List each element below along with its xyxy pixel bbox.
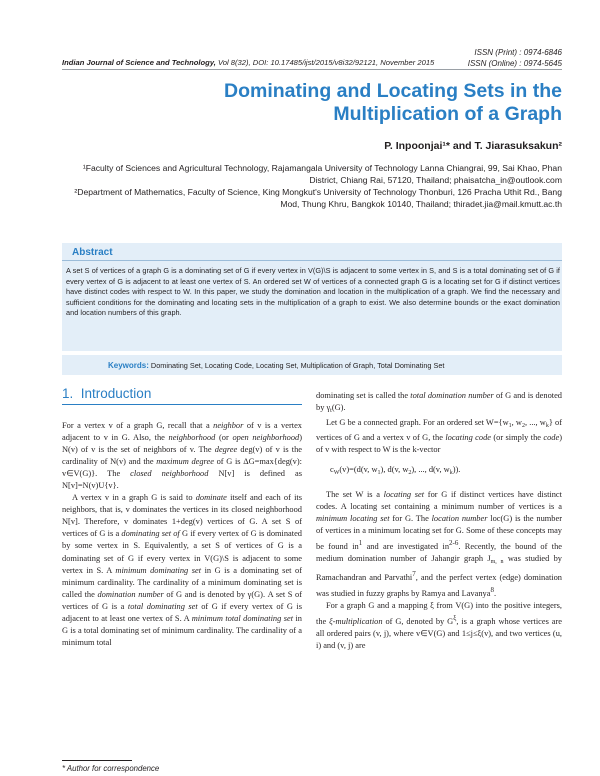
affiliation-2: ²Department of Mathematics, Faculty of Science, King Mongkut's University of Technology Thonburi, 126 Pracha Uthit Rd., Bang Mod, Thung Khru, Bangkok 10140, Thailand; thiradet.jia@mail.kmutt.ac.th (74, 187, 562, 209)
paragraph: A vertex v in a graph G is said to dominate itself and each of its neighbors, that is, v dominates the vertices in its closed neighborhood N[v]. Therefore, v dominates 1+deg(v) vertices of G. A set S of vertices of G is a dominating set of G if every vertex of G is dominated by some vertex in S. Equivalently, a set S of vertices of G is a dominating set of G if every vertex in V(G)\S is adjacent to some vertex in S. A minimum dominating set in G is a dominating set of minimum cardinality. The cardinality of a minimum dominating set is called the domination number of G and is denoted by γ(G). A set S of vertices of G is a total dominating set of G if every vertex of G is adjacent to at least one vertex of S. A minimum total dominating set in G is a total dominating set of minimum cardinality. The cardinality of a minimum total (62, 493, 303, 647)
journal-name: Indian Journal of Science and Technology, (62, 58, 216, 67)
section-heading (62, 386, 151, 401)
keywords-list: Dominating Set, Locating Code, Locating Set, Multiplication of Graph, Total Dominating Set (148, 361, 445, 370)
paragraph: The set W is a locating set for G if distinct vertices have distinct codes. A locating set containing a minimum number of vertices is a minimum locating set for G. The location number loc(G) is the number of vertices in a minimum locating set for G. Some of these concepts may be found $in^1$ and are investigated $in^{2-6}$. Recently, the bound of the medium domination number of Jahangir graph $J_{m, n}$ was studied by Ramachandran and Parvathi$^7$, and the perfect vertex (edge) domination was studied in fuzzy graphs by Ramya and Lavanya$^8$. (316, 490, 562, 598)
abstract-header (62, 243, 562, 260)
header-rule (62, 69, 562, 70)
paragraph: dominating set is called the total domination number of G and is denoted by $\gamma_t(G)$. (316, 391, 562, 415)
keywords (108, 361, 444, 370)
journal-citation (62, 58, 434, 67)
affiliation-1: ¹Faculty of Sciences and Agricultural Technology, Rajamangala University of Technology Lanna Chiangrai, 99, Sai Khao, Phan District, Chiang Rai, 57120, Thailand; phaisatcha_in@outlook.com (82, 163, 562, 185)
formula: $c_W(v)=(d(v$, $w_1$), d(v, $w_2$), ..., d(v, $w_k$)). (330, 465, 461, 477)
abstract-divider (62, 260, 562, 261)
section-title: Introduction (80, 386, 152, 401)
title-line-1: Dominating and Locating Sets in the (223, 80, 562, 102)
issn-block (468, 47, 562, 69)
paragraph: Let G be a connected graph. For an ordered set $W=\{w_1$, $w_2$, ..., $w_k$} of vertices of G and a vertex v of G, the locating code (or simply the code) of v with respect to W is the k-vector (316, 418, 562, 455)
section-rule (62, 404, 302, 405)
keywords-label: Keywords: (108, 361, 149, 370)
footnote: * Author for correspondence (62, 764, 160, 773)
title-line-2: Multiplication of a Graph (333, 103, 562, 125)
footnote-rule (62, 760, 132, 761)
authors: P. Inpoonjai¹* and T. Jiarasuksakun² (384, 140, 562, 152)
abstract-heading: Abstract (72, 247, 113, 258)
journal-volume-doi: Vol 8(32), DOI: 10.17485/ijst/2015/v8i32/92121, November 2015 (215, 58, 435, 67)
abstract-text: A set S of vertices of a graph G is a dominating set of G if every vertex in V(G)\S is adjacent to some vertex in S, and S is a total dominating set of G if every vertex of G is adjacent to at least one vertex of S. An ordered set W of vertices of a connected graph G is a locating set for G if distinct vertices have distinct codes with respect to W. In this paper, we study the domination and location in the multiplication of a graph. We find the necessary and sufficient conditions for the dominating and locating sets in the multiplication of a graph to exist. We also determine bounds or the exact domination and location numbers of this graph. (66, 266, 560, 317)
issn-print: ISSN (Print) : 0974-6846 (474, 48, 562, 57)
paragraph: For a vertex v of a graph G, recall that a neighbor of v is a vertex adjacent to v in G. Also, the neighborhood (or open neighborhood) N(v) of v is the set of neighbors of v. The degree deg(v) of v is the cardinality of N(v) and the maximum degree of G is ΔG=max{deg(v): v∈V(G)}. The closed neighborhood N[v] is defined as N[v]=N(v)U{v}. (62, 421, 303, 491)
issn-online: ISSN (Online) : 0974-5645 (467, 59, 562, 68)
section-number: 1. (62, 386, 74, 401)
body-column-left (62, 420, 302, 649)
body-column-right (316, 390, 562, 652)
paragraph: For a graph G and a mapping ξ from V(G) into the positive integers, the ξ-multiplication of G, denoted by $G^\xi$, is a graph whose vertices are all ordered pairs (v, j), where v∈V(G) and 1≤j≤ξ(v), and two vertices (u, i) and (v, j) are (316, 601, 562, 650)
paper-title (102, 80, 562, 126)
